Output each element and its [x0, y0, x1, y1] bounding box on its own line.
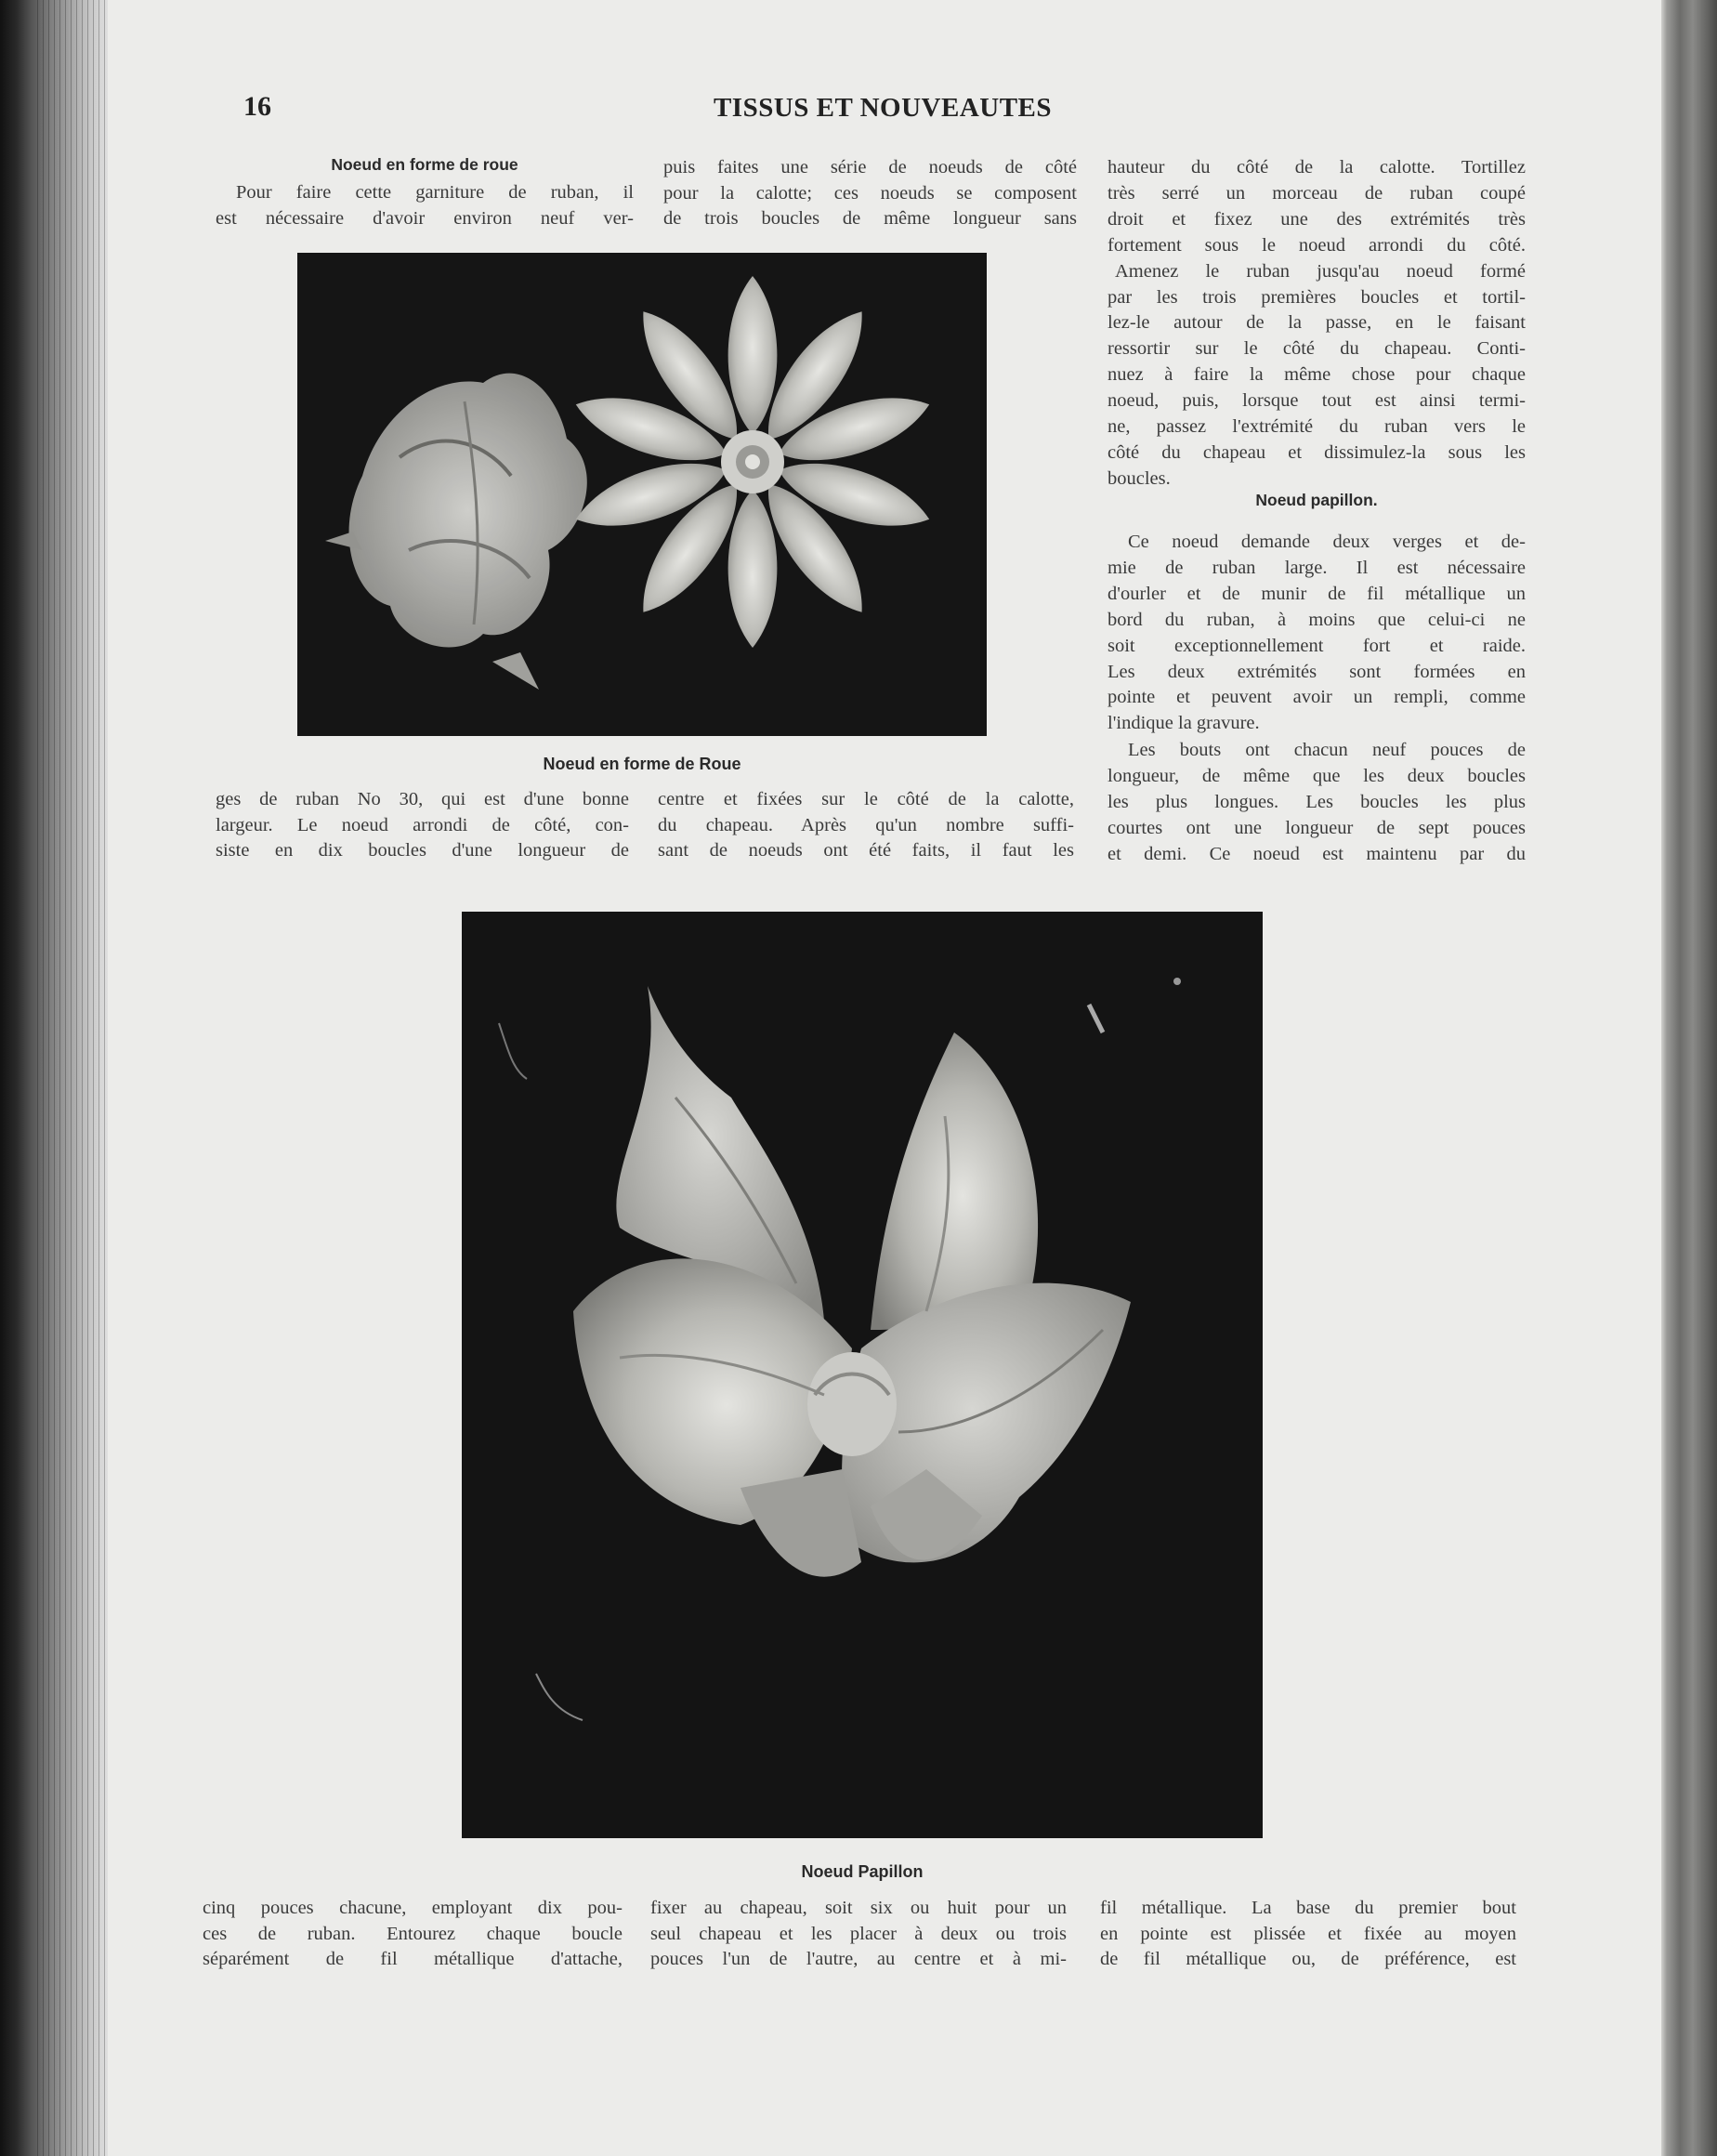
text-line: ne, passez l'extrémité du ruban vers le	[1108, 416, 1526, 438]
text-line: pour la calotte; ces noeuds se composent	[663, 182, 1077, 204]
text-line: ressortir sur le côté du chapeau. Conti-	[1108, 338, 1526, 360]
text-line: est nécessaire d'avoir environ neuf ver-	[216, 207, 634, 229]
text-line: sant de noeuds ont été faits, il faut les	[658, 840, 1074, 861]
text-line: fortement sous le noeud arrondi du côté.	[1108, 234, 1526, 256]
text-line: Les deux extrémités sont formées en	[1108, 661, 1526, 682]
figure-noeud-roue-photo	[297, 253, 987, 736]
text-line: Pour faire cette garniture de ruban, il	[236, 182, 634, 203]
text-line: les plus longues. Les boucles les plus	[1108, 791, 1526, 812]
text-line: soit exceptionnellement fort et raide.	[1108, 635, 1526, 656]
text-line: hauteur du côté de la calotte. Tortillez	[1108, 157, 1526, 177]
col1-bottom-text	[216, 787, 629, 864]
col3-para2	[1108, 530, 1526, 737]
text-line: d'ourler et de munir de fil métallique un	[1108, 583, 1526, 604]
section-heading-roue: Noeud en forme de roue	[331, 155, 518, 174]
text-line: courtes ont une longueur de sept pouces	[1108, 817, 1526, 838]
text-line: bord du ruban, à moins que celui-ci ne	[1108, 609, 1526, 630]
text-line: par les trois premières boucles et tortil-	[1108, 286, 1526, 308]
col3-para1	[1108, 155, 1526, 493]
text-line: longueur, de même que les deux boucles	[1108, 765, 1526, 786]
right-page-edge	[1661, 0, 1717, 2156]
text-line: lez-le autour de la passe, en le faisant	[1108, 312, 1526, 334]
text-line: l'indique la gravure.	[1108, 713, 1260, 734]
text-line: noeud, puis, lorsque tout est ainsi termi-	[1108, 390, 1526, 412]
text-line: Les bouts ont chacun neuf pouces de	[1128, 740, 1526, 760]
text-line: mie de ruban large. Il est nécessaire	[1108, 557, 1526, 578]
text-line: puis faites une série de noeuds de côté	[663, 157, 1077, 177]
text-line: de trois boucles de même longueur sans	[663, 208, 1077, 229]
col2-bottom-text	[658, 787, 1074, 864]
text-line: cinq pouces chacune, employant dix pou-	[203, 1898, 623, 1918]
bottom-col2-text	[650, 1896, 1067, 1973]
text-line: boucles.	[1108, 467, 1171, 489]
text-line: nuez à faire la même chose pour chaque	[1108, 364, 1526, 386]
text-line: séparément de fil métallique d'attache,	[203, 1949, 623, 1969]
text-line: et demi. Ce noeud est maintenu par du	[1108, 843, 1526, 864]
figure-noeud-papillon-photo	[462, 912, 1263, 1838]
text-line: très serré un morceau de ruban coupé	[1108, 182, 1526, 204]
text-line: seul chapeau et les placer à deux ou trois	[650, 1923, 1067, 1944]
col2-top-text	[663, 155, 1077, 232]
text-line: ces de ruban. Entourez chaque boucle	[203, 1923, 623, 1944]
text-line: du chapeau. Après qu'un nombre suffi-	[658, 814, 1074, 835]
book-binding	[0, 0, 111, 2156]
text-line: largeur. Le noeud arrondi de côté, con-	[216, 814, 629, 835]
section-heading-papillon: Noeud papillon.	[1255, 491, 1378, 509]
text-line: fil métallique. La base du premier bout	[1100, 1898, 1516, 1918]
text-line: Amenez le ruban jusqu'au noeud formé	[1115, 260, 1526, 282]
col1-top-text	[216, 180, 634, 231]
col3-para3	[1108, 738, 1526, 868]
rosette-illustration	[297, 253, 987, 736]
text-line: Ce noeud demande deux verges et de-	[1128, 532, 1526, 552]
bottom-col1-text	[203, 1896, 623, 1973]
bow-illustration	[462, 912, 1263, 1838]
bottom-col3-text	[1100, 1896, 1516, 1973]
text-line: centre et fixées sur le côté de la calotte,	[658, 789, 1074, 809]
text-line: droit et fixez une des extrémités très	[1108, 208, 1526, 230]
text-line: ges de ruban No 30, qui est d'une bonne	[216, 789, 629, 809]
running-title: TISSUS ET NOUVEAUTES	[713, 93, 1053, 123]
text-line: en pointe est plissée et fixée au moyen	[1100, 1923, 1516, 1944]
text-line: siste en dix boucles d'une longueur de	[216, 840, 629, 861]
text-line: côté du chapeau et dissimulez-la sous les	[1108, 441, 1526, 463]
text-line: pointe et peuvent avoir un rempli, comme	[1108, 687, 1526, 708]
page-edges	[37, 0, 110, 2156]
text-line: de fil métallique ou, de préférence, est	[1100, 1949, 1516, 1969]
figure-caption-papillon: Noeud Papillon	[801, 1862, 924, 1881]
figure-caption-roue: Noeud en forme de Roue	[543, 755, 741, 773]
text-line: fixer au chapeau, soit six ou huit pour un	[650, 1898, 1067, 1918]
page-number: 16	[243, 91, 271, 122]
text-line: pouces l'un de l'autre, au centre et à mi-	[650, 1949, 1067, 1969]
